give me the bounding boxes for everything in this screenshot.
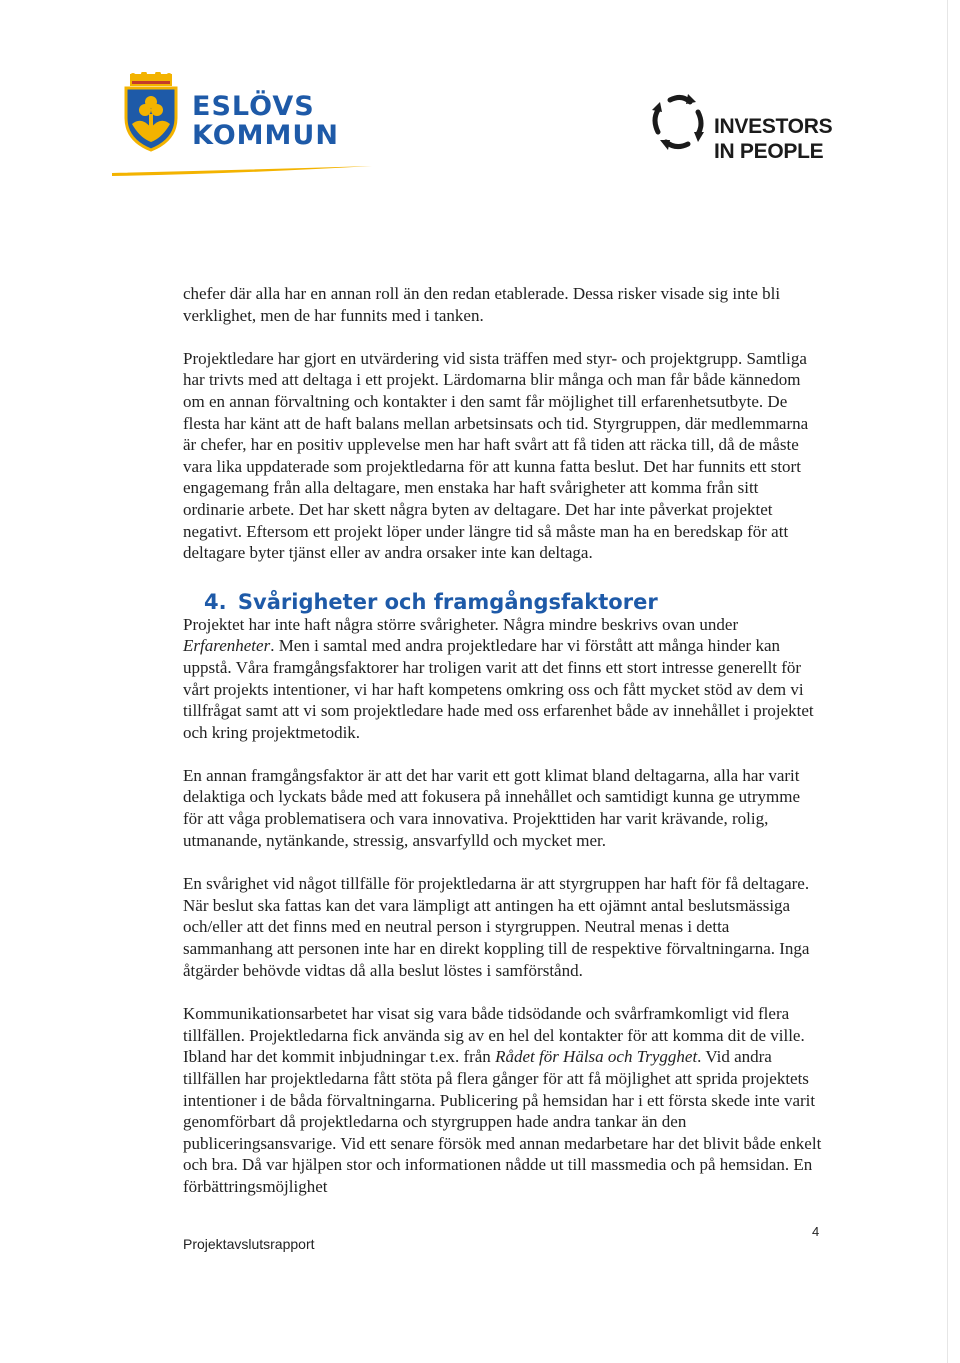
paragraph-communication-part-1: Kommunikationsarbetet har visat sig vara både tidsödande och svårframkomligt vid flera tillfällen. Projektledarna fick använda sig av en hel del kontakter för att komma dit de ville. Ibland har det kommit inbjudningar t.ex. från — [183, 1004, 805, 1067]
eslovs-kommun-wordmark — [192, 92, 339, 150]
logo-line-1: ESLÖVS — [192, 91, 315, 122]
scan-edge-line — [947, 0, 948, 1363]
erfarenheter-reference: Erfarenheter — [183, 636, 271, 656]
paragraph-difficulties-part-1: Projektet har inte haft några större svårigheter. Några mindre beskrivs ovan under — [183, 614, 739, 634]
iip-line-2: IN PEOPLE — [714, 140, 824, 163]
radet-reference: Rådet för Hälsa och Trygghet — [495, 1047, 698, 1067]
eslovs-kommun-logo — [112, 72, 372, 182]
paragraph-success-factor: En annan framgångsfaktor är att det har varit ett gott klimat bland deltagarna, alla har varit delaktiga och lyckats både med att fokusera på innehållet och samtidigt kunna ge utrymme för att våga problematisera och vara innovativa. Projekttiden har varit krävande, rolig, utmanande, nytänkande, stressig, ansvarfylld och mycket mer. — [183, 765, 800, 850]
logo-swoosh-decoration — [112, 164, 372, 178]
paragraph-difficulties — [183, 614, 823, 744]
section-heading — [204, 590, 823, 614]
investors-in-people-logo — [648, 82, 848, 172]
paragraph-difficulties-part-2: . Men i samtal med andra projektledare har vi förstått att många hinder kan uppstå. Våra framgångsfaktorer har troligen varit att det finns ett stort intresse generellt för vårt projekts intentioner, vi har haft kompetens omkring oss och fått mycket stöd av dem vi tillfrågat samt att vi som projektledare hade med oss erfarenhet både av innehållet i projektet och kring projektmetodik. — [183, 636, 814, 742]
document-body — [183, 283, 823, 1198]
footer-document-title: Projektavslutsrapport — [183, 1236, 315, 1252]
section-number: 4. — [204, 589, 227, 614]
paragraph-steering-group: En svårighet vid något tillfälle för projektledarna är att styrgruppen har haft för få deltagare. När beslut ska fattas kan det vara lämpligt att antingen ha ett ojämnt antal beslutsmässiga och/eller att det finns med en neutral person i styrgruppen. Neutral menas i detta sammanhang att personen inte har en direkt koppling till de respektive förvaltningarna. Inga åtgärder behövde vidtas då alla beslut löstes i samförstånd. — [183, 874, 810, 980]
section-title: Svårigheter och framgångsfaktorer — [237, 589, 658, 614]
page-number: 4 — [812, 1224, 820, 1239]
eslov-coat-of-arms-icon — [118, 72, 184, 152]
investors-in-people-mark-icon — [648, 88, 708, 154]
paragraph-risks: chefer där alla har en annan roll än den redan etablerade. Dessa risker visade sig inte bli verklighet, men de har funnits med i tanken. — [183, 284, 781, 325]
iip-line-1: INVESTORS — [714, 115, 833, 138]
paragraph-communication-part-2: . Vid andra tillfällen har projektledarna fått stöta på flera gånger för att få möjlighet att sprida projektets intentioner i de båda förvaltningarna. Publicering på hemsidan har i ett första skede inte varit genomförbart då projektledarna och styrgruppen hade andra tankar än den publiceringsansvarige. Vid ett senare försök med annan medarbetare har det blivit både enkelt och bra. Då var hjälpen stor och informationen nådde ut till massmedia och på hemsidan. En förbättringsmöjlighet — [183, 1047, 822, 1196]
investors-in-people-wordmark — [714, 114, 832, 164]
paragraph-evaluation: Projektledare har gjort en utvärdering vid sista träffen med styr- och projektgrupp. Samtliga har trivts med att deltaga i ett projekt. Lärdomarna blir många och man får både kännedom om en annan förvaltning och kontakter i den samt får möjlighet till erfarenhetsutbyte. De flesta har känt att de haft balans mellan arbetsinsats och tid. Styrgruppen, där medlemmarna är chefer, har en positiv upplevelse men har haft svårt att få tiden att räcka till, då de måste vara lika uppdaterade som projektledarna för att kunna fatta beslut. Det har funnits ett stort engagemang från alla deltagare, men enstaka har haft svårigheter att komma från sitt ordinarie arbete. Det har skett några byten av deltagare. Det har inte påverkat projektet negativt. Eftersom ett projekt löper under längre tid så måste man ha en beredskap för att deltagare byter tjänst eller av andra orsaker inte kan deltaga. — [183, 348, 809, 563]
logo-line-2: KOMMUN — [192, 120, 339, 151]
paragraph-communication — [183, 1003, 823, 1197]
